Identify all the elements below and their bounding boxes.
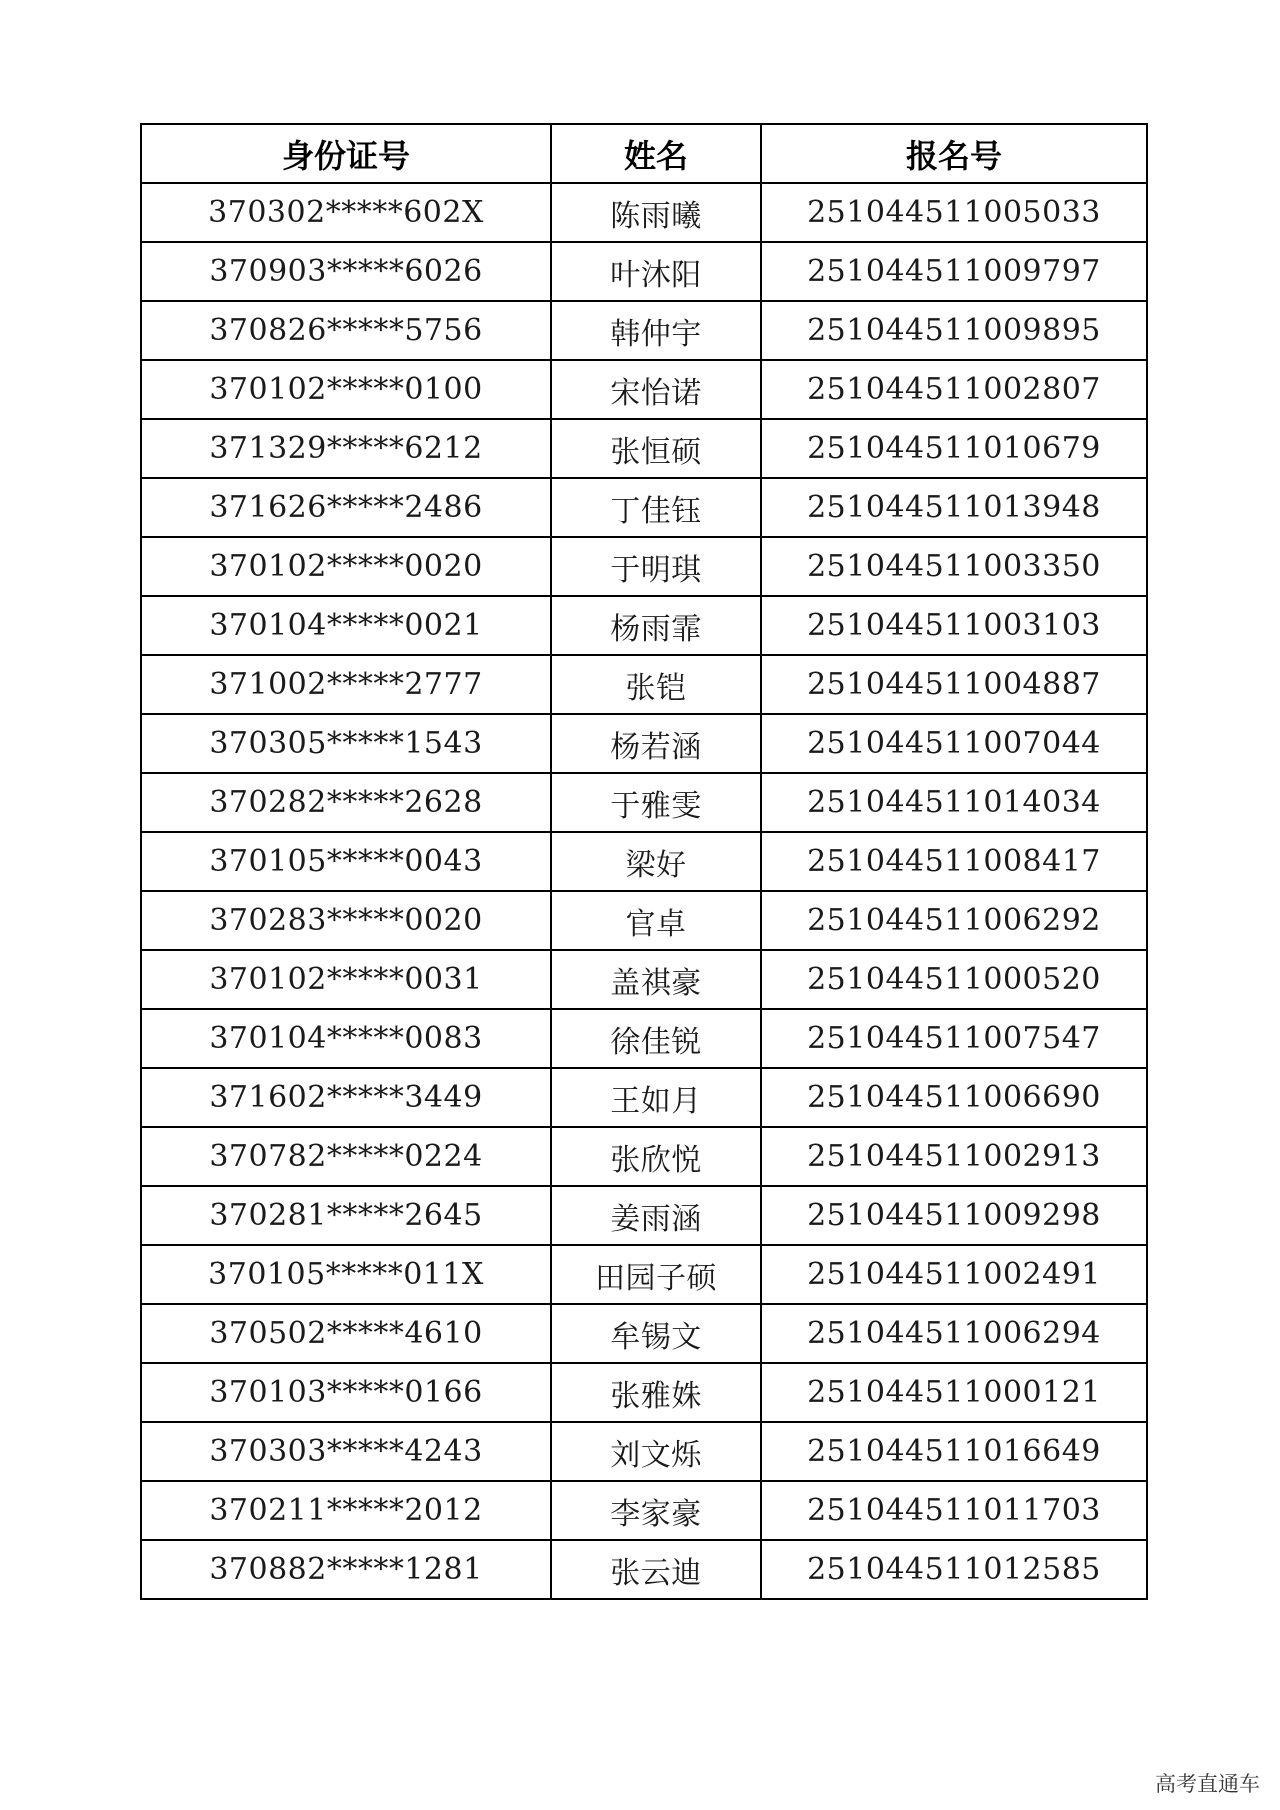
- registration-number-cell: 251044511006294: [761, 1304, 1147, 1363]
- name-cell: 盖祺豪: [551, 950, 761, 1009]
- roster-table: [140, 123, 1148, 1600]
- table-row: [141, 301, 1147, 360]
- name-cell: 韩仲宇: [551, 301, 761, 360]
- name-cell: 张欣悦: [551, 1127, 761, 1186]
- table-row: [141, 1186, 1147, 1245]
- id-number-cell: 370102*****0020: [141, 537, 551, 596]
- id-number-cell: 370782*****0224: [141, 1127, 551, 1186]
- registration-number-cell: 251044511006292: [761, 891, 1147, 950]
- id-number-cell: 370882*****1281: [141, 1540, 551, 1599]
- name-cell: 王如月: [551, 1068, 761, 1127]
- id-number-cell: 370104*****0083: [141, 1009, 551, 1068]
- header-name: 姓名: [551, 124, 761, 183]
- name-cell: 梁好: [551, 832, 761, 891]
- id-number-cell: 370903*****6026: [141, 242, 551, 301]
- id-number-cell: 371329*****6212: [141, 419, 551, 478]
- registration-number-cell: 251044511002807: [761, 360, 1147, 419]
- name-cell: 牟锡文: [551, 1304, 761, 1363]
- id-number-cell: 370502*****4610: [141, 1304, 551, 1363]
- table-row: [141, 950, 1147, 1009]
- id-number-cell: 370283*****0020: [141, 891, 551, 950]
- table-row: [141, 1304, 1147, 1363]
- table-row: [141, 1422, 1147, 1481]
- table-row: [141, 478, 1147, 537]
- registration-number-cell: 251044511006690: [761, 1068, 1147, 1127]
- name-cell: 张雅姝: [551, 1363, 761, 1422]
- registration-number-cell: 251044511011703: [761, 1481, 1147, 1540]
- name-cell: 叶沐阳: [551, 242, 761, 301]
- registration-number-cell: 251044511014034: [761, 773, 1147, 832]
- registration-number-cell: 251044511005033: [761, 183, 1147, 242]
- registration-number-cell: 251044511013948: [761, 478, 1147, 537]
- id-number-cell: 371626*****2486: [141, 478, 551, 537]
- id-number-cell: 370105*****0043: [141, 832, 551, 891]
- registration-number-cell: 251044511016649: [761, 1422, 1147, 1481]
- name-cell: 张恒硕: [551, 419, 761, 478]
- table-row: [141, 596, 1147, 655]
- name-cell: 陈雨曦: [551, 183, 761, 242]
- registration-number-cell: 251044511012585: [761, 1540, 1147, 1599]
- table-row: [141, 183, 1147, 242]
- registration-number-cell: 251044511009298: [761, 1186, 1147, 1245]
- registration-number-cell: 251044511003350: [761, 537, 1147, 596]
- registration-number-cell: 251044511009895: [761, 301, 1147, 360]
- registration-number-cell: 251044511004887: [761, 655, 1147, 714]
- header-row: [141, 124, 1147, 183]
- id-number-cell: 370305*****1543: [141, 714, 551, 773]
- name-cell: 于明琪: [551, 537, 761, 596]
- name-cell: 李家豪: [551, 1481, 761, 1540]
- name-cell: 田园子硕: [551, 1245, 761, 1304]
- registration-number-cell: 251044511003103: [761, 596, 1147, 655]
- roster-body: [141, 183, 1147, 1599]
- id-number-cell: 370303*****4243: [141, 1422, 551, 1481]
- table-row: [141, 891, 1147, 950]
- id-number-cell: 370281*****2645: [141, 1186, 551, 1245]
- table-row: [141, 242, 1147, 301]
- name-cell: 官卓: [551, 891, 761, 950]
- header-registration-number: 报名号: [761, 124, 1147, 183]
- table-row: [141, 1127, 1147, 1186]
- table-row: [141, 714, 1147, 773]
- table-row: [141, 1363, 1147, 1422]
- table-row: [141, 1481, 1147, 1540]
- id-number-cell: 370302*****602X: [141, 183, 551, 242]
- id-number-cell: 370102*****0100: [141, 360, 551, 419]
- table-row: [141, 773, 1147, 832]
- registration-number-cell: 251044511007044: [761, 714, 1147, 773]
- name-cell: 张云迪: [551, 1540, 761, 1599]
- table-row: [141, 1068, 1147, 1127]
- registration-number-cell: 251044511000520: [761, 950, 1147, 1009]
- header-id-number: 身份证号: [141, 124, 551, 183]
- name-cell: 于雅雯: [551, 773, 761, 832]
- id-number-cell: 371602*****3449: [141, 1068, 551, 1127]
- table-row: [141, 1009, 1147, 1068]
- id-number-cell: 371002*****2777: [141, 655, 551, 714]
- id-number-cell: 370826*****5756: [141, 301, 551, 360]
- id-number-cell: 370102*****0031: [141, 950, 551, 1009]
- table-row: [141, 1540, 1147, 1599]
- registration-number-cell: 251044511009797: [761, 242, 1147, 301]
- name-cell: 徐佳锐: [551, 1009, 761, 1068]
- name-cell: 丁佳钰: [551, 478, 761, 537]
- table-row: [141, 419, 1147, 478]
- name-cell: 杨雨霏: [551, 596, 761, 655]
- id-number-cell: 370105*****011X: [141, 1245, 551, 1304]
- registration-number-cell: 251044511002491: [761, 1245, 1147, 1304]
- name-cell: 刘文烁: [551, 1422, 761, 1481]
- id-number-cell: 370282*****2628: [141, 773, 551, 832]
- registration-number-cell: 251044511008417: [761, 832, 1147, 891]
- name-cell: 姜雨涵: [551, 1186, 761, 1245]
- id-number-cell: 370211*****2012: [141, 1481, 551, 1540]
- registration-number-cell: 251044511000121: [761, 1363, 1147, 1422]
- table-row: [141, 832, 1147, 891]
- registration-number-cell: 251044511002913: [761, 1127, 1147, 1186]
- name-cell: 张铠: [551, 655, 761, 714]
- table-row: [141, 360, 1147, 419]
- registration-number-cell: 251044511010679: [761, 419, 1147, 478]
- id-number-cell: 370103*****0166: [141, 1363, 551, 1422]
- name-cell: 宋怡诺: [551, 360, 761, 419]
- name-cell: 杨若涵: [551, 714, 761, 773]
- watermark-text: 高考直通车: [1155, 1772, 1260, 1796]
- registration-number-cell: 251044511007547: [761, 1009, 1147, 1068]
- id-number-cell: 370104*****0021: [141, 596, 551, 655]
- table-row: [141, 537, 1147, 596]
- table-row: [141, 655, 1147, 714]
- table-row: [141, 1245, 1147, 1304]
